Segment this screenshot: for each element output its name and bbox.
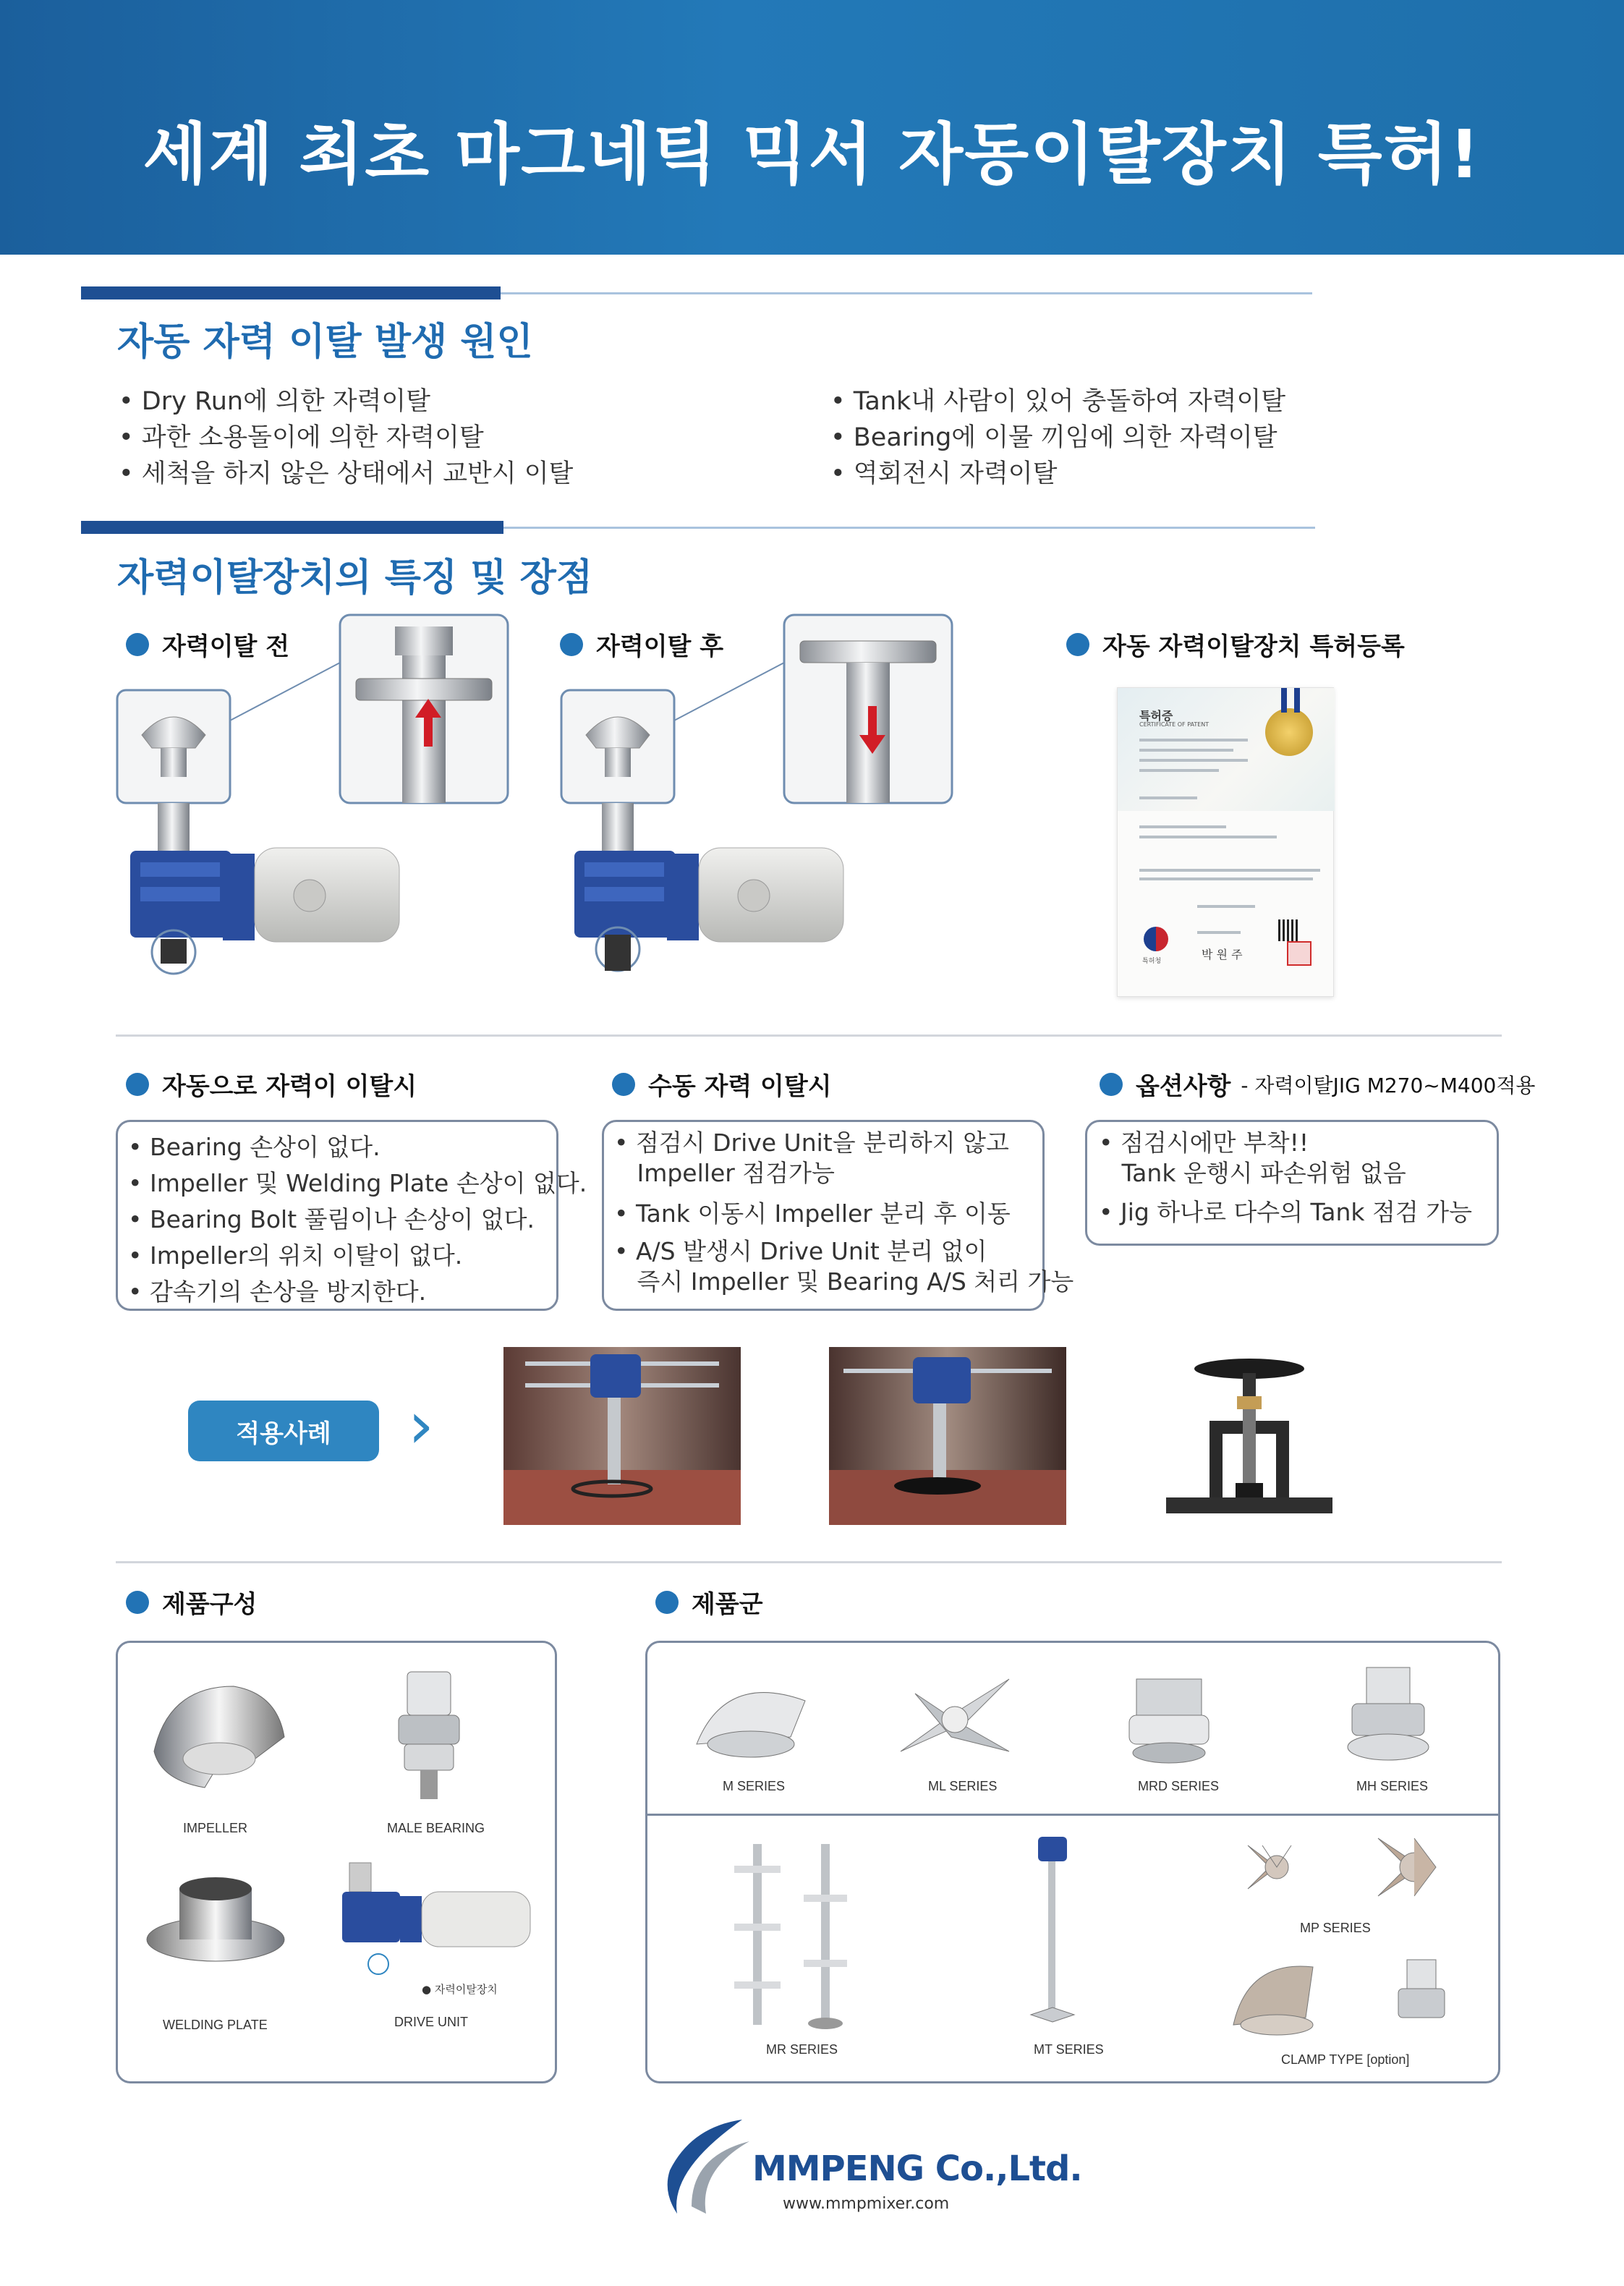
series-caption: MH SERIES	[1356, 1779, 1429, 1793]
list-item: • A/S 발생시 Drive Unit 분리 없이 즉시 Impeller 및 Bearing A/S 처리 가능	[614, 1237, 1074, 1296]
company-logo-icon	[655, 2112, 757, 2221]
section-bar	[81, 521, 503, 534]
auto-release-heading: 자동으로 자력이 이탈시	[126, 1066, 417, 1102]
causes-list-left	[119, 383, 573, 492]
divider	[116, 1561, 1502, 1563]
clamp-type-image	[1226, 1945, 1472, 2039]
after-heading: 자력이탈 후	[560, 626, 723, 662]
case-photo-2	[829, 1347, 1066, 1525]
component-caption: MALE BEARING	[387, 1821, 485, 1835]
list-item: • 감속기의 손상을 방지한다.	[128, 1278, 427, 1306]
component-caption: DRIVE UNIT	[394, 2015, 469, 2029]
ribbon-icon	[1294, 688, 1300, 713]
list-item: • 과한 소용돌이에 의한 자력이탈	[119, 423, 484, 452]
drive-unit-callout: ● 자력이탈장치	[422, 1983, 498, 1996]
jig-photo	[1166, 1356, 1332, 1522]
case-photo-1	[503, 1347, 741, 1525]
list-item: • 세척을 하지 않은 상태에서 교반시 이탈	[119, 459, 574, 488]
male-bearing-image	[386, 1665, 472, 1802]
list-item: • 점검시 Drive Unit을 분리하지 않고 Impeller 점검가능	[614, 1129, 1009, 1187]
manual-release-box	[602, 1120, 1074, 1311]
list-item: • Bearing Bolt 풀림이나 손상이 없다.	[128, 1205, 535, 1233]
causes-list-right	[830, 383, 1285, 492]
series-caption: CLAMP TYPE [option]	[1281, 2052, 1410, 2067]
list-item: • Jig 하나로 다수의 Tank 점검 가능	[1099, 1198, 1472, 1226]
list-item: • Impeller 및 Welding Plate 손상이 없다.	[128, 1169, 587, 1197]
cases-button[interactable]: 적용사례	[188, 1401, 379, 1461]
chevron-right-icon[interactable]: ›	[408, 1388, 434, 1463]
section-line	[501, 292, 1312, 294]
option-box	[1085, 1120, 1499, 1246]
series-caption: MT SERIES	[1034, 2042, 1104, 2057]
gold-seal-icon	[1265, 708, 1313, 756]
drive-unit-image	[335, 1856, 537, 1979]
series-caption: ML SERIES	[928, 1779, 998, 1793]
manual-release-heading: 수동 자력 이탈시	[612, 1066, 832, 1102]
certificate-signature: 박 원 주	[1202, 948, 1243, 961]
certificate-seal-text: 특허청	[1142, 958, 1162, 965]
series-caption: MRD SERIES	[1138, 1779, 1220, 1793]
patent-heading: 자동 자력이탈장치 특허등록	[1066, 626, 1405, 662]
before-heading: 자력이탈 전	[126, 626, 289, 662]
series-caption: M SERIES	[723, 1779, 786, 1793]
component-caption: WELDING PLATE	[163, 2018, 268, 2032]
bullet-dot-icon	[655, 1591, 679, 1614]
qr-code-icon	[1278, 919, 1300, 941]
company-name: MMPENG Co.,Ltd.	[752, 2149, 1082, 2189]
certificate-heading: 특허증	[1139, 709, 1173, 723]
section-title-causes: 자동 자력 이탈 발생 원인	[117, 320, 533, 364]
mp-series-image	[1233, 1831, 1479, 1911]
section-line	[503, 527, 1315, 529]
bullet-dot-icon	[612, 1073, 635, 1096]
page-title: 세계 최초 마그네틱 믹서 자동이탈장치 특허!	[143, 116, 1481, 193]
emblem-icon	[1144, 927, 1168, 951]
lineup-box	[645, 1641, 1500, 2083]
series-caption: MP SERIES	[1300, 1921, 1371, 1935]
mixer-before-illustration	[114, 612, 519, 988]
components-heading: 제품구성	[126, 1584, 257, 1620]
welding-plate-image	[140, 1860, 292, 1968]
bullet-dot-icon	[126, 1073, 149, 1096]
list-item: • Bearing에 이물 끼임에 의한 자력이탈	[830, 423, 1277, 452]
components-box	[116, 1641, 557, 2083]
red-stamp-icon	[1287, 941, 1311, 966]
list-item: • 역회전시 자력이탈	[830, 459, 1058, 488]
list-item: • Tank 이동시 Impeller 분리 후 이동	[614, 1199, 1011, 1228]
certificate-subheading: CERTIFICATE OF PATENT	[1139, 721, 1210, 728]
bullet-dot-icon	[1100, 1073, 1123, 1096]
bullet-dot-icon	[1066, 633, 1089, 656]
list-item: • 점검시에만 부착!! Tank 운행시 파손위험 없음	[1099, 1129, 1406, 1187]
auto-release-box	[116, 1120, 587, 1311]
list-item: • Bearing 손상이 없다.	[128, 1133, 381, 1161]
lineup-heading: 제품군	[655, 1584, 763, 1620]
company-url[interactable]: www.mmpmixer.com	[783, 2195, 950, 2213]
mt-series-image	[1016, 1834, 1089, 2036]
patent-certificate	[1117, 687, 1334, 997]
mixer-after-illustration	[558, 612, 964, 988]
ribbon-icon	[1281, 688, 1287, 713]
series-caption: MR SERIES	[766, 2042, 838, 2057]
bullet-dot-icon	[126, 1591, 149, 1614]
list-item: • Dry Run에 의한 자력이탈	[119, 387, 430, 416]
mr-series-image	[720, 1837, 864, 2032]
lineup-divider	[647, 1814, 1498, 1816]
mrd-series-image	[1115, 1665, 1223, 1773]
component-caption: IMPELLER	[183, 1821, 248, 1835]
divider	[116, 1034, 1502, 1037]
impeller-image	[140, 1672, 292, 1802]
section-bar	[81, 286, 501, 299]
option-heading: 옵션사항 - 자력이탈JIG M270~M400적용	[1100, 1066, 1535, 1102]
m-series-image	[689, 1665, 812, 1766]
list-item: • Impeller의 위치 이탈이 없다.	[128, 1241, 463, 1270]
ml-series-image	[893, 1672, 1016, 1766]
section-title-features: 자력이탈장치의 특징 및 장점	[117, 556, 593, 600]
list-item: • Tank내 사람이 있어 충돌하여 자력이탈	[830, 387, 1286, 416]
mh-series-image	[1338, 1660, 1439, 1769]
